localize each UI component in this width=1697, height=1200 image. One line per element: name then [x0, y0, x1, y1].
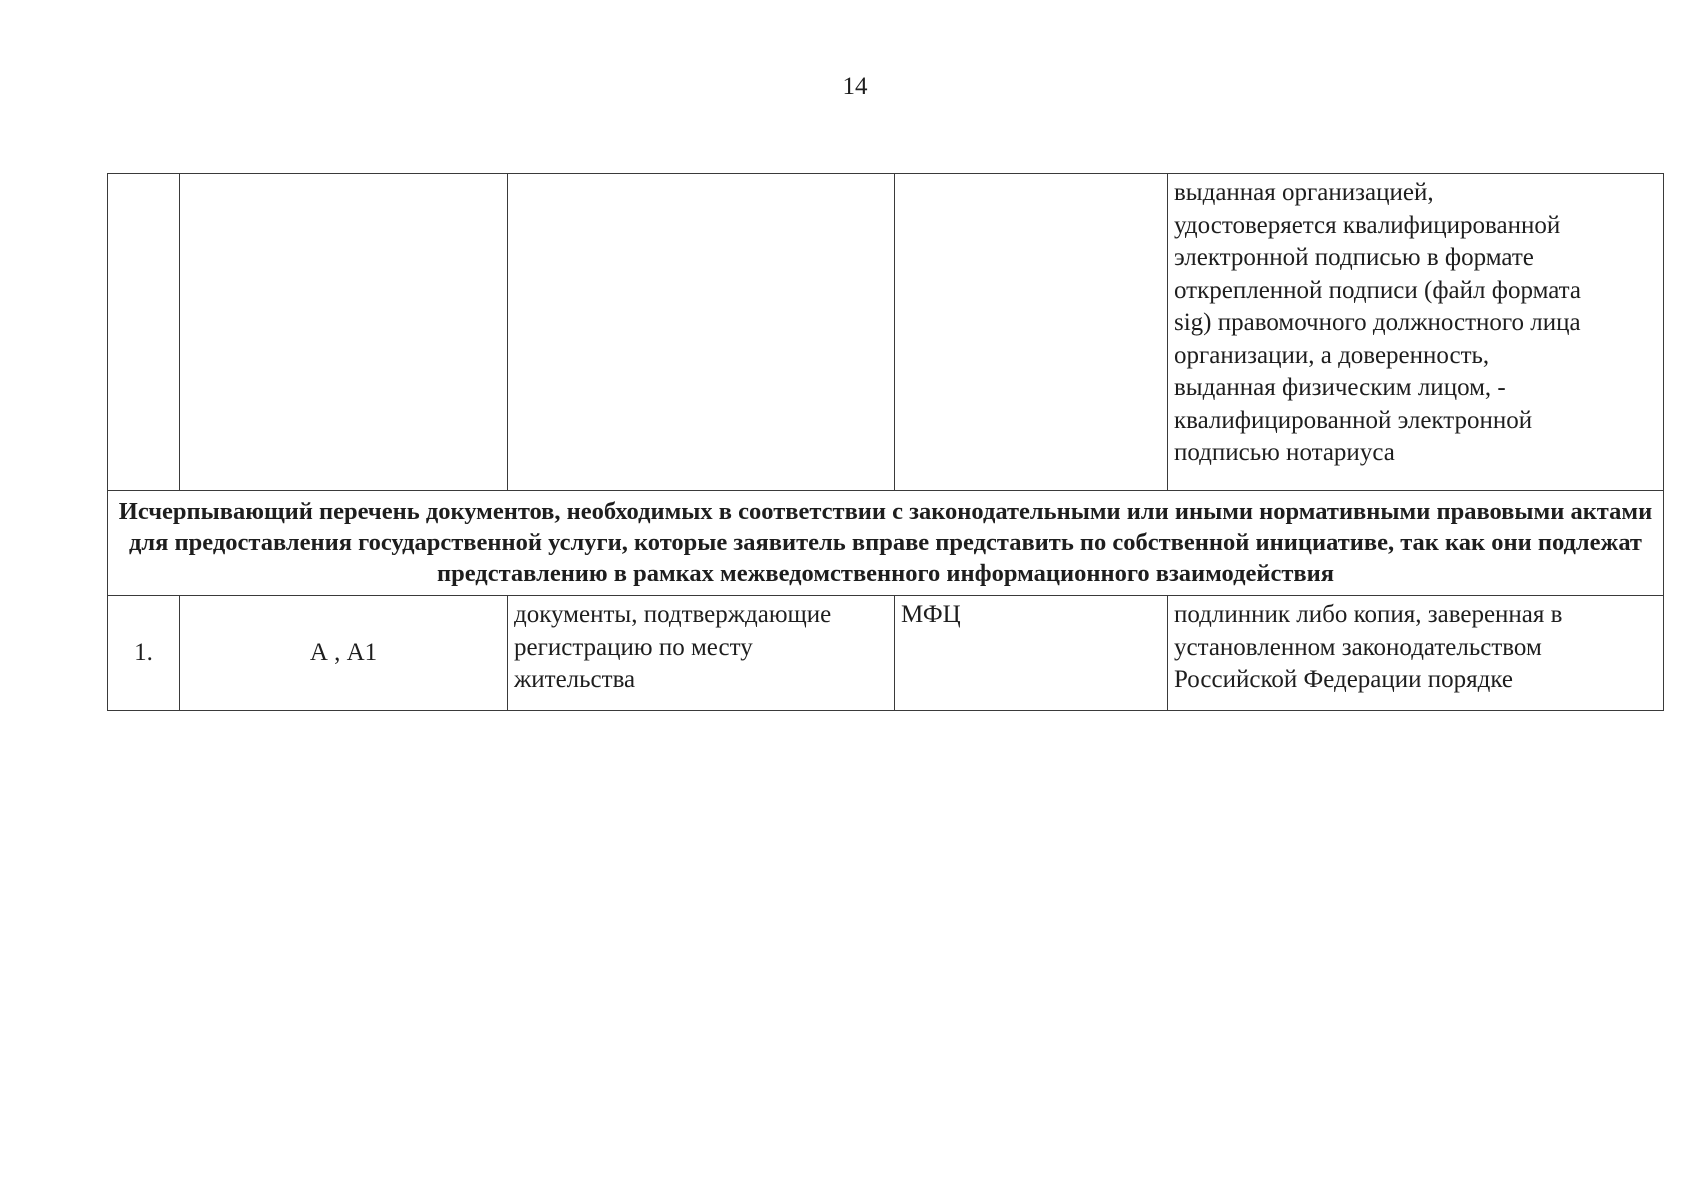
table-cell-number: 1.: [108, 596, 180, 711]
table-cell-code: А , А1: [180, 596, 508, 711]
table-cell-provider: [895, 174, 1168, 491]
table-row: [108, 596, 1664, 711]
table-row-continuation: [108, 174, 1664, 491]
table-cell-code: [180, 174, 508, 491]
table-cell-document: документы, подтверждающие регистрацию по месту жительства: [508, 596, 895, 711]
table-cell-provider: МФЦ: [895, 596, 1168, 711]
table-row-section-heading: [108, 491, 1664, 596]
table-cell-form-requirements: выданная организацией, удостоверяется квалифицированной электронной подписью в формате открепленной подписи (файл формата sig) правомочного должностного лица организации, а доверенность, выданная физическим лицом, - квалифицированной электронной подписью нотариуса: [1168, 174, 1664, 491]
table-cell-form-requirements: подлинник либо копия, заверенная в установленном законодательством Российской Федерации порядке: [1168, 596, 1664, 711]
table-cell-number: [108, 174, 180, 491]
table-cell-document: [508, 174, 895, 491]
documents-table: [107, 173, 1664, 711]
page-number: 14: [842, 73, 868, 100]
section-heading: Исчерпывающий перечень документов, необходимых в соответствии с законодательными или иными нормативными правовыми актами для предоставления государственной услуги, которые заявитель вправе представить по собственной инициативе, так как они подлежат представлению в рамках межведомственного информационного взаимодействия: [108, 491, 1664, 596]
